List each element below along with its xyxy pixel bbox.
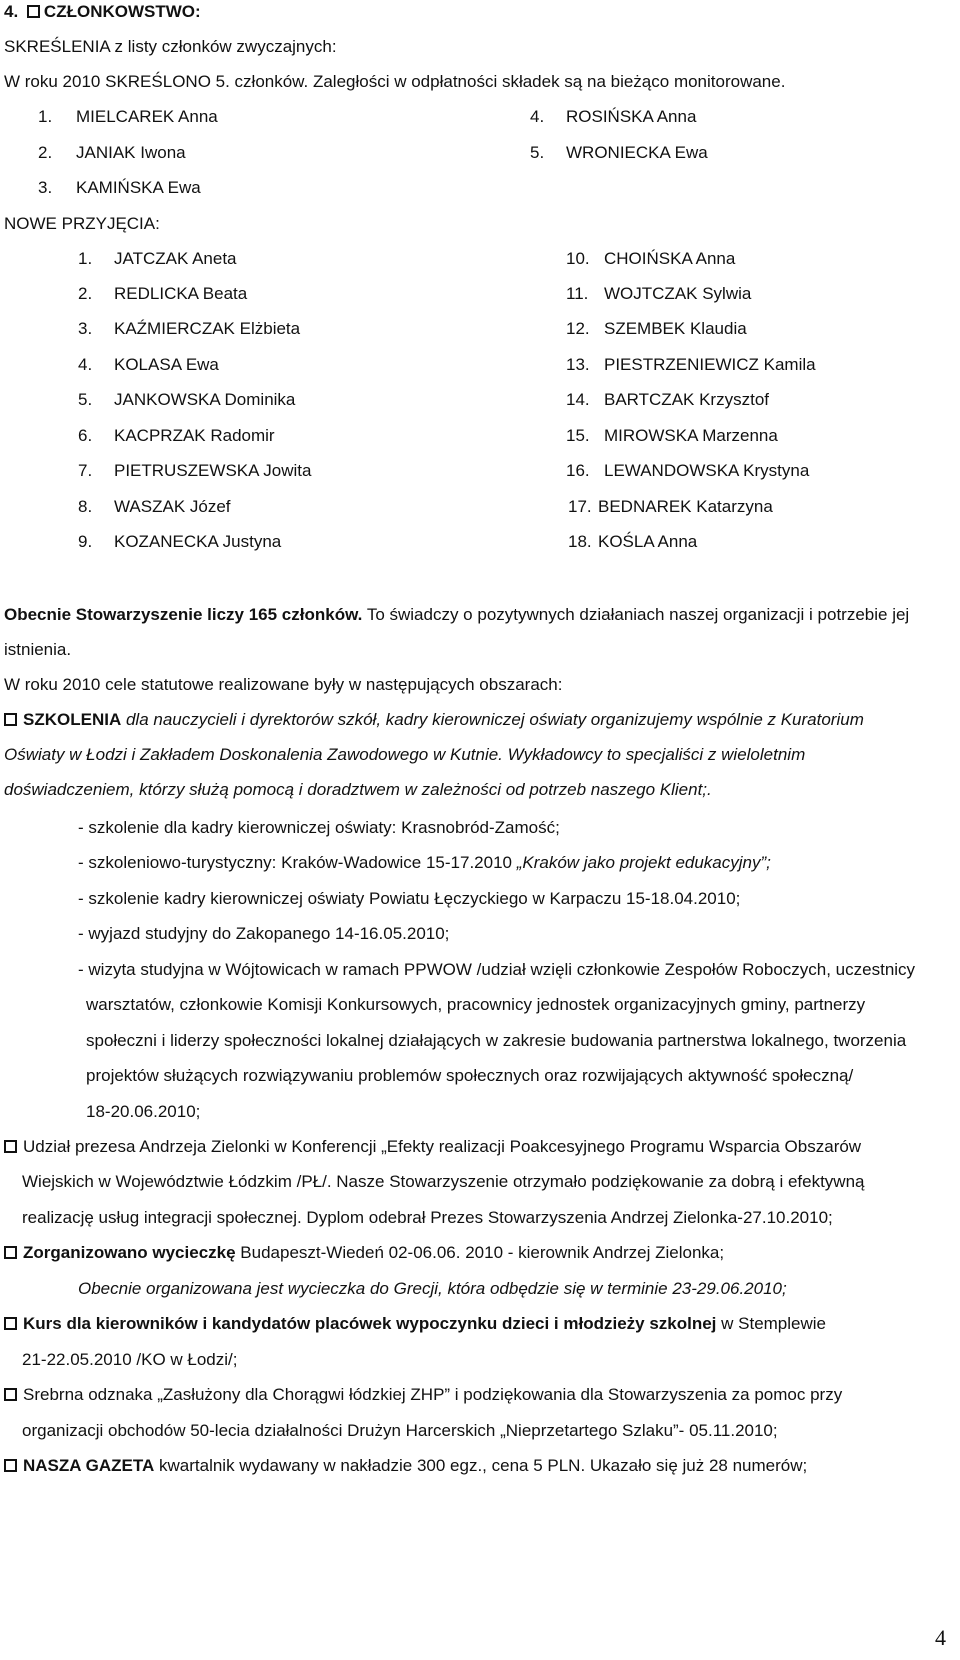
checkbox-icon bbox=[27, 5, 40, 18]
members-summary: Obecnie Stowarzyszenie liczy 165 członków. To świadczy o pozytywnych działaniach naszej organizacji i potrzebie jej bbox=[4, 605, 910, 624]
checkbox-icon bbox=[4, 1388, 17, 1401]
list-item: 7. PIETRUSZEWSKA Jowita bbox=[78, 461, 312, 480]
checkbox-icon bbox=[4, 713, 17, 726]
new-members-heading: NOWE PRZYJĘCIA: bbox=[4, 214, 160, 233]
list-item: 5. JANKOWSKA Dominika bbox=[78, 390, 296, 409]
course-line-2: 21-22.05.2010 /KO w Łodzi/; bbox=[22, 1350, 238, 1369]
members-summary-cont: istnienia. bbox=[4, 640, 72, 659]
conference-line-3: realizację usług integracji społecznej. Dyplom odebrał Prezes Stowarzyszenia Andrzej Zielonka-27.10.2010; bbox=[22, 1208, 833, 1227]
training-item-cont: społeczni i liderzy społeczności lokalnej działających w zakresie budowania partnerstwa lokalnego, tworzenia bbox=[86, 1031, 907, 1050]
training-item-cont: warsztatów, członkowie Komisji Konkursowych, pracownicy jednostek organizacyjnych gminy, partnerzy bbox=[86, 995, 866, 1014]
removals-heading: SKREŚLENIA z listy członków zwyczajnych: bbox=[4, 37, 337, 56]
list-item: 2. REDLICKA Beata bbox=[78, 284, 248, 303]
trip-line-1: Zorganizowano wycieczkę Budapeszt-Wiedeń 02-06.06. 2010 - kierownik Andrzej Zielonka; bbox=[4, 1243, 724, 1263]
section-title: CZŁONKOWSTWO: bbox=[43, 2, 201, 21]
list-item: 10. CHOIŃSKA Anna bbox=[566, 249, 736, 268]
training-item-cont: projektów służących rozwiązywaniu problemów społecznych oraz rozwijających aktywność społeczną/ bbox=[86, 1066, 854, 1085]
conference-line-2: Wiejskich w Województwie Łódzkim /PŁ/. Nasze Stowarzyszenie otrzymało podziękowanie za dobrą i efektywną bbox=[22, 1172, 865, 1191]
list-item: 9. KOZANECKA Justyna bbox=[78, 532, 282, 551]
training-item: - wyjazd studyjny do Zakopanego 14-16.05.2010; bbox=[78, 924, 450, 943]
goals-intro: W roku 2010 cele statutowe realizowane były w następujących obszarach: bbox=[4, 675, 563, 694]
list-item: 15. MIROWSKA Marzenna bbox=[566, 426, 778, 445]
training-line-1: SZKOLENIA dla nauczycieli i dyrektorów szkół, kadry kierowniczej oświaty organizujemy wspólnie z Kuratorium bbox=[4, 710, 864, 730]
trip-line-2: Obecnie organizowana jest wycieczka do Grecji, która odbędzie się w terminie 23-29.06.2010; bbox=[78, 1279, 787, 1298]
list-item: 13. PIESTRZENIEWICZ Kamila bbox=[566, 355, 816, 374]
gazette-line: NASZA GAZETA kwartalnik wydawany w nakładzie 300 egz., cena 5 PLN. Ukazało się już 28 numerów; bbox=[4, 1456, 807, 1476]
list-item: 6. KACPRZAK Radomir bbox=[78, 426, 275, 445]
list-item: 17. BEDNAREK Katarzyna bbox=[568, 497, 773, 516]
training-item: - wizyta studyjna w Wójtowicach w ramach PPWOW /udział wzięli członkowie Zespołów Roboczych, uczestnicy bbox=[78, 960, 916, 979]
checkbox-icon bbox=[4, 1459, 17, 1472]
checkbox-icon bbox=[4, 1140, 17, 1153]
training-line-3: doświadczeniem, którzy służą pomocą i doradztwem w zależności od potrzeb naszego Klient;. bbox=[4, 780, 712, 799]
list-item: 18. KOŚLA Anna bbox=[568, 532, 698, 551]
list-item: 1. MIELCAREK Anna bbox=[38, 107, 218, 126]
list-item: 12. SZEMBEK Klaudia bbox=[566, 319, 747, 338]
training-item: - szkolenie kadry kierowniczej oświaty Powiatu Łęczyckiego w Karpaczu 15-18.04.2010; bbox=[78, 889, 741, 908]
section-heading bbox=[4, 2, 201, 22]
list-item: 3. KAMIŃSKA Ewa bbox=[38, 178, 201, 197]
page-number: 4 bbox=[935, 1625, 946, 1650]
badge-line-2: organizacji obchodów 50-lecia działalności Drużyn Harcerskich „Nieprzetartego Szlaku”- 05.11.2010; bbox=[22, 1421, 778, 1440]
training-line-2: Oświaty w Łodzi i Zakładem Doskonalenia Zawodowego w Kutnie. Wykładowcy to specjaliści z wieloletnim bbox=[4, 745, 806, 764]
list-item: 11. WOJTCZAK Sylwia bbox=[566, 284, 752, 303]
checkbox-icon bbox=[4, 1317, 17, 1330]
removals-summary: W roku 2010 SKREŚLONO 5. członków. Zaległości w odpłatności składek są na bieżąco monitorowane. bbox=[4, 72, 786, 91]
list-item: 5. WRONIECKA Ewa bbox=[530, 143, 708, 162]
checkbox-icon bbox=[4, 1246, 17, 1259]
training-item: - szkoleniowo-turystyczny: Kraków-Wadowice 15-17.2010 „Kraków jako projekt edukacyjny”; bbox=[78, 853, 771, 872]
training-item-cont: 18-20.06.2010; bbox=[86, 1102, 201, 1121]
list-item: 1. JATCZAK Aneta bbox=[78, 249, 237, 268]
conference-line-1: Udział prezesa Andrzeja Zielonki w Konferencji „Efekty realizacji Poakcesyjnego Programu Wsparcia Obszarów bbox=[4, 1137, 861, 1157]
badge-line-1: Srebrna odznaka „Zasłużony dla Chorągwi łódzkiej ZHP” i podziękowania dla Stowarzyszenia za pomoc przy bbox=[4, 1385, 842, 1405]
list-item: 4. ROSIŃSKA Anna bbox=[530, 107, 697, 126]
section-number: 4. bbox=[4, 2, 19, 21]
list-item: 14. BARTCZAK Krzysztof bbox=[566, 390, 769, 409]
list-item: 2. JANIAK Iwona bbox=[38, 143, 186, 162]
list-item: 4. KOLASA Ewa bbox=[78, 355, 219, 374]
course-line-1: Kurs dla kierowników i kandydatów placówek wypoczynku dzieci i młodzieży szkolnej w Stemplewie bbox=[4, 1314, 826, 1334]
list-item: 8. WASZAK Józef bbox=[78, 497, 231, 516]
list-item: 16. LEWANDOWSKA Krystyna bbox=[566, 461, 810, 480]
training-item: - szkolenie dla kadry kierowniczej oświaty: Krasnobród-Zamość; bbox=[78, 818, 560, 837]
list-item: 3. KAŹMIERCZAK Elżbieta bbox=[78, 319, 301, 338]
